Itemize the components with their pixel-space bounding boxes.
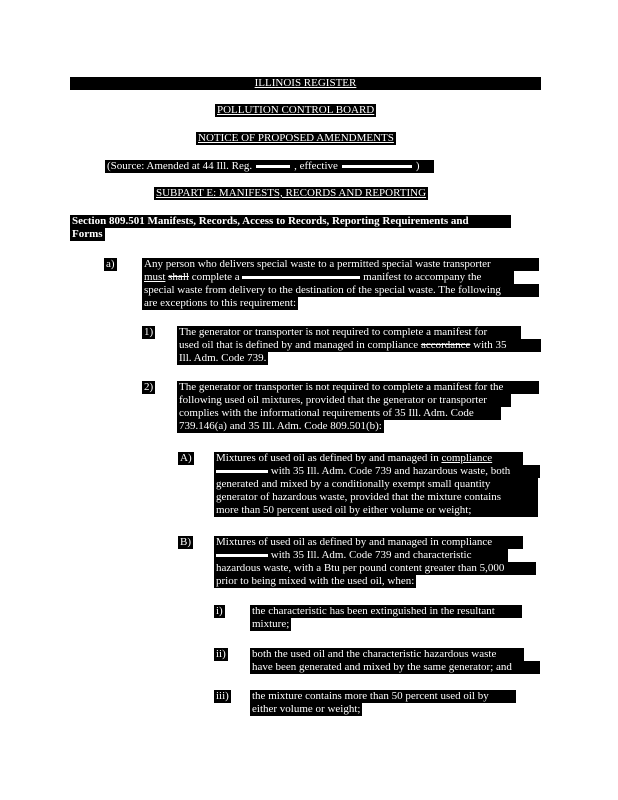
para-a-line3: special waste from delivery to the destination of the special waste. The following <box>142 284 539 297</box>
item-B-line1: Mixtures of used oil as defined by and managed in compliance <box>214 536 523 549</box>
item-1-marker: 1) <box>144 326 154 338</box>
item-1-struck-accordance: accordance <box>420 339 471 351</box>
item-A-redaction <box>216 470 268 473</box>
item-A-line4: generator of hazardous waste, provided that the mixture contains <box>214 491 538 504</box>
item-A-line1 <box>214 452 523 465</box>
item-i-line1: the characteristic has been extinguished in the resultant <box>250 605 522 618</box>
item-i-marker: i) <box>216 605 223 617</box>
item-ii-line2: have been generated and mixed by the same generator; and <box>250 661 540 674</box>
para-a-inserted-must: must <box>144 271 166 283</box>
item-1-line2 <box>177 339 541 352</box>
para-a-text: complete a <box>188 271 243 283</box>
item-iii-line1: the mixture contains more than 50 percent used oil by <box>250 690 516 703</box>
para-a-line4: are exceptions to this requirement: <box>144 297 297 309</box>
item-A-text: Mixtures of used oil as defined by and managed in <box>216 452 442 464</box>
notice-title: NOTICE OF PROPOSED AMENDMENTS <box>198 132 394 144</box>
item-A-line3: generated and mixed by a conditionally exempt small quantity <box>214 478 538 491</box>
item-A-text-2: with 35 Ill. Adm. Code 739 and hazardous waste, both <box>268 465 511 477</box>
source-text-1: (Source: Amended at 44 Ill. Reg. <box>107 160 253 172</box>
item-B-line4: prior to being mixed with the used oil, when: <box>216 575 415 587</box>
item-1-line1: The generator or transporter is not required to complete a manifest for <box>177 326 521 339</box>
register-header <box>70 77 541 90</box>
source-line <box>105 160 434 173</box>
para-a-redaction <box>242 276 360 279</box>
item-A-line2 <box>214 465 540 478</box>
item-2-line3: complies with the informational requirements of 35 Ill. Adm. Code <box>177 407 501 420</box>
item-ii-marker: ii) <box>216 648 226 660</box>
item-A-line5: more than 50 percent used oil by either volume or weight; <box>214 504 538 517</box>
section-heading-line2: Forms <box>72 228 103 240</box>
source-text-3: ) <box>415 160 420 172</box>
item-B-line3: hazardous waste, with a Btu per pound content greater than 5,000 <box>214 562 536 575</box>
subpart-heading: SUBPART E: MANIFESTS, RECORDS AND REPORTING <box>156 187 427 199</box>
section-heading-line1: Section 809.501 Manifests, Records, Access to Records, Reporting Requirements and <box>70 215 511 228</box>
para-a-line1: Any person who delivers special waste to a permitted special waste transporter <box>142 258 539 271</box>
item-2-line4: 739.146(a) and 35 Ill. Adm. Code 809.501(b): <box>179 420 382 432</box>
item-2-line1: The generator or transporter is not required to complete a manifest for the <box>177 381 539 394</box>
item-A-marker: A) <box>180 452 192 464</box>
source-text-2: , effective <box>294 160 338 172</box>
item-i-line2: mixture; <box>252 618 290 630</box>
board-title: POLLUTION CONTROL BOARD <box>217 104 375 116</box>
item-ii-line1: both the used oil and the characteristic hazardous waste <box>250 648 524 661</box>
item-1-text-end: with 35 <box>470 339 507 351</box>
item-B-text-2: with 35 Ill. Adm. Code 739 and characteristic <box>268 549 472 561</box>
item-1-text: used oil that is defined by and managed in compliance <box>179 339 421 351</box>
para-a-line2 <box>142 271 514 284</box>
para-a-struck-shall: shall <box>168 271 189 283</box>
item-B-line2 <box>214 549 508 562</box>
para-a-text-end: manifest to accompany the <box>360 271 482 283</box>
item-B-marker: B) <box>180 536 191 548</box>
item-A-inserted-compliance: compliance <box>441 452 493 464</box>
item-B-redaction <box>216 554 268 557</box>
item-2-line2: following used oil mixtures, provided that the generator or transporter <box>177 394 511 407</box>
register-title: ILLINOIS REGISTER <box>254 77 357 89</box>
item-iii-line2: either volume or weight; <box>252 703 361 715</box>
para-a-marker: a) <box>106 258 115 270</box>
item-1-line3: Ill. Adm. Code 739. <box>179 352 267 364</box>
item-iii-marker: iii) <box>216 690 229 702</box>
source-redaction-1 <box>256 165 290 168</box>
item-2-marker: 2) <box>144 381 154 393</box>
source-redaction-2 <box>342 165 412 168</box>
